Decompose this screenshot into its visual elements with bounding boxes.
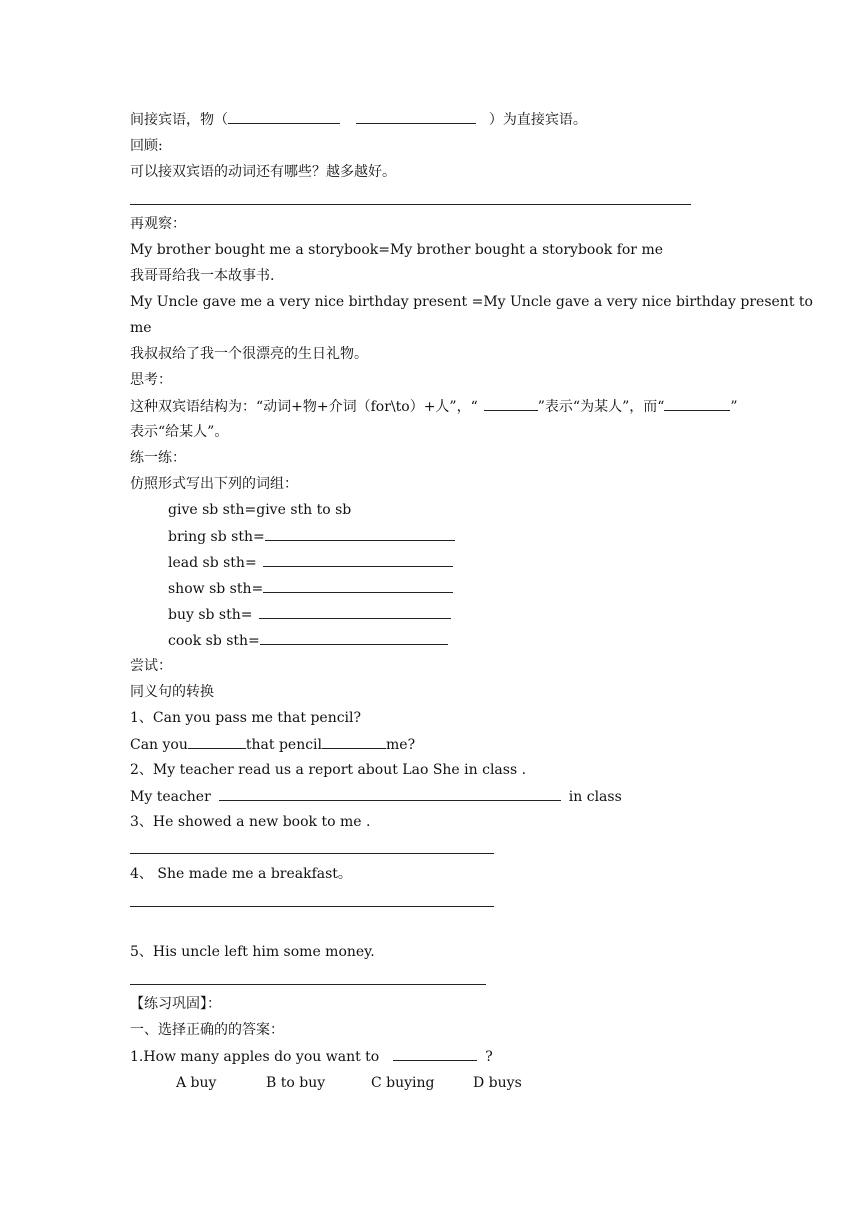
example-2: My Uncle gave me a very nice birthday present =My Uncle gave a very nice birthday present to	[130, 294, 813, 310]
blank[interactable]	[356, 110, 476, 124]
think-structure-continued: 表示“给某人”。	[130, 424, 229, 440]
answer-line[interactable]	[130, 906, 494, 907]
phrase-lead: lead sb sth=	[168, 555, 257, 571]
text-l1b: ）为直接宾语。	[488, 112, 587, 128]
blank[interactable]	[228, 110, 340, 124]
observe-heading: 再观察：	[130, 216, 186, 232]
mc1-end: ?	[485, 1049, 493, 1065]
option-b[interactable]: B to buy	[266, 1075, 326, 1091]
phrase-show: show sb sth=	[168, 581, 264, 597]
mc1-text: 1.How many apples do you want to	[130, 1049, 380, 1065]
phrase-cook: cook sb sth=	[168, 633, 260, 649]
question-2-rewrite	[130, 787, 622, 806]
q1-part-a: Can you	[130, 737, 188, 753]
blank[interactable]	[265, 527, 455, 541]
practice-heading: 练一练：	[130, 450, 186, 466]
try-heading: 尝试：	[130, 658, 172, 674]
practice-example: give sb sth=give sth to sb	[168, 502, 352, 518]
practice-item-show	[168, 579, 453, 598]
blank[interactable]	[393, 1047, 477, 1061]
text-think-a: 这种双宾语结构为：“动词+物+介词（for\to）+人”，“	[130, 399, 478, 415]
option-c[interactable]: C buying	[371, 1075, 435, 1091]
question-3: 3、He showed a new book to me .	[130, 814, 371, 830]
example-2-continued: me	[130, 320, 152, 336]
blank[interactable]	[188, 735, 246, 749]
q1-part-b: that pencil	[245, 737, 323, 753]
synonym-heading: 同义句的转换	[130, 684, 214, 700]
blank[interactable]	[263, 553, 453, 567]
blank[interactable]	[484, 397, 538, 411]
practice-item-buy	[168, 605, 451, 624]
section-1-heading: 一、选择正确的的答案：	[130, 1022, 284, 1038]
answer-line[interactable]	[130, 853, 494, 854]
blank[interactable]	[263, 579, 453, 593]
review-heading: 回顾:	[130, 138, 163, 154]
text-l1a: 间接宾语，物（	[130, 112, 228, 128]
option-d[interactable]: D buys	[473, 1075, 522, 1091]
blank[interactable]	[322, 735, 386, 749]
practice-instruction: 仿照形式写出下列的词组：	[130, 476, 298, 492]
question-1-rewrite	[130, 735, 415, 754]
blank[interactable]	[260, 631, 448, 645]
practice-item-bring	[168, 527, 455, 546]
answer-line[interactable]	[130, 204, 691, 205]
consolidate-heading: 【练习巩固】：	[130, 996, 221, 1012]
example-1: My brother bought me a storybook=My brother bought a storybook for me	[130, 242, 664, 258]
question-4: 4、 She made me a breakfast。	[130, 866, 352, 882]
blank[interactable]	[664, 397, 730, 411]
text-think-b: ”表示“为某人”，而“	[537, 399, 665, 415]
option-a[interactable]: A buy	[176, 1075, 217, 1091]
question-5: 5、His uncle left him some money.	[130, 944, 375, 960]
question-1: 1、Can you pass me that pencil?	[130, 710, 362, 726]
blank[interactable]	[259, 605, 451, 619]
text-think-c: ”	[730, 399, 738, 415]
mc-question-1	[130, 1047, 493, 1066]
review-question: 可以接双宾语的动词还有哪些？越多越好。	[130, 164, 396, 180]
q2-part-a: My teacher	[130, 789, 211, 805]
example-1-chinese: 我哥哥给我一本故事书.	[130, 268, 275, 284]
phrase-bring: bring sb sth=	[168, 529, 265, 545]
think-heading: 思考：	[130, 372, 172, 388]
q1-part-c: me?	[386, 737, 416, 753]
q2-part-b: in class	[568, 789, 622, 805]
example-2-chinese: 我叔叔给了我一个很漂亮的生日礼物。	[130, 346, 368, 362]
question-2: 2、My teacher read us a report about Lao She in class .	[130, 762, 527, 778]
practice-item-lead	[168, 553, 453, 572]
answer-line[interactable]	[130, 984, 486, 985]
think-structure	[130, 397, 738, 416]
blank[interactable]	[219, 787, 561, 801]
practice-item-cook	[168, 631, 448, 650]
phrase-buy: buy sb sth=	[168, 607, 253, 623]
line-indirect-object	[130, 110, 587, 129]
